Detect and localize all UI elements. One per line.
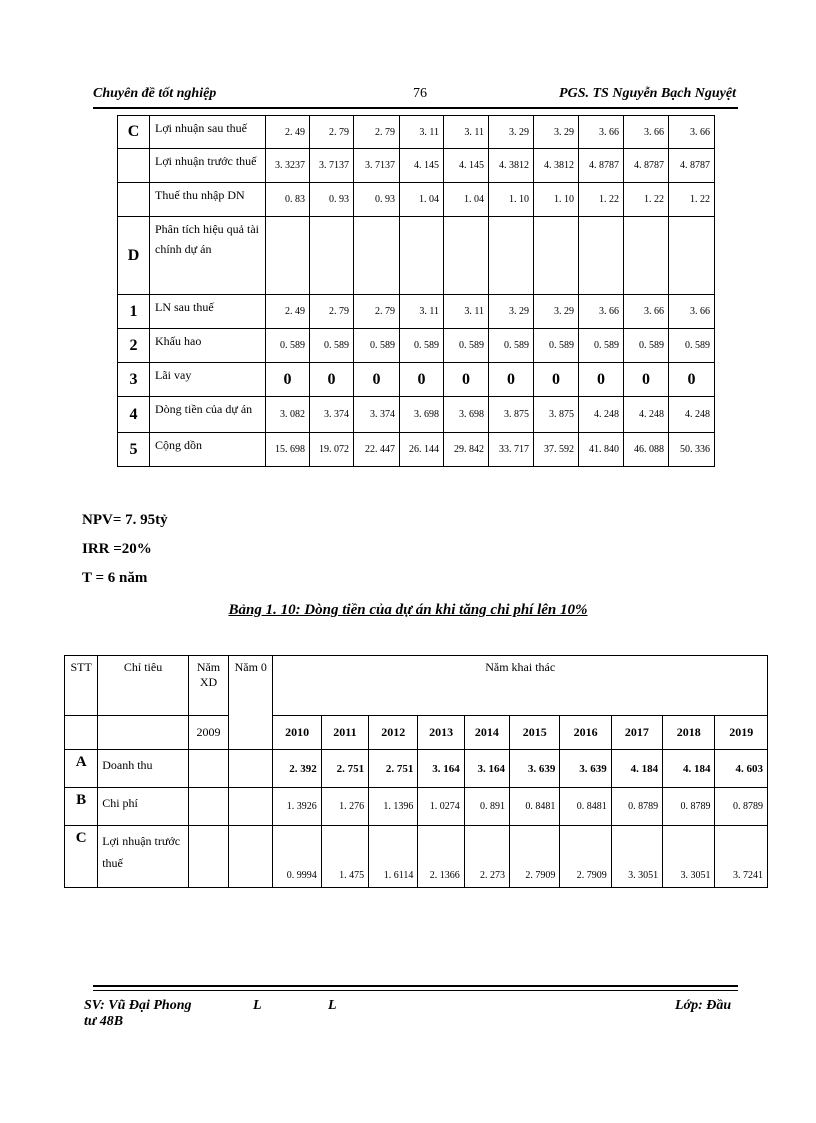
cell-value: 4. 145 <box>400 149 444 183</box>
cell-value: 0 <box>534 363 579 397</box>
row-key: 2 <box>118 329 150 363</box>
header-year: 2018 <box>663 716 715 750</box>
cell-value: 3. 11 <box>444 295 489 329</box>
cell-value: 0 <box>444 363 489 397</box>
cell-value: 2. 1366 <box>418 826 464 888</box>
cell-value: 1. 3926 <box>273 788 321 826</box>
cell-value: 4. 248 <box>669 397 715 433</box>
row-key: 3 <box>118 363 150 397</box>
header-blank <box>98 716 189 750</box>
cell-value: 3. 875 <box>489 397 534 433</box>
cell-value: 3. 11 <box>444 116 489 149</box>
cell-value: 0. 589 <box>579 329 624 363</box>
header-year: 2016 <box>560 716 611 750</box>
cell-value: 22. 447 <box>354 433 400 467</box>
cell-value: 0. 589 <box>444 329 489 363</box>
header-year: 2019 <box>715 716 768 750</box>
cell-value: 1. 1396 <box>369 788 418 826</box>
cell-empty <box>229 788 273 826</box>
cell-empty <box>229 750 273 788</box>
row-label: Lợi nhuận trước thuế <box>150 149 266 183</box>
table-row <box>65 788 768 826</box>
header-year: 2012 <box>369 716 418 750</box>
header-nam-0: Năm 0 <box>229 656 273 750</box>
header-chitieu: Chỉ tiêu <box>98 656 189 716</box>
cell-value: 3. 698 <box>400 397 444 433</box>
cell-value: 0. 8789 <box>663 788 715 826</box>
cell-value <box>400 217 444 295</box>
payback-line: T = 6 năm <box>82 570 148 586</box>
cell-value: 50. 336 <box>669 433 715 467</box>
cell-value: 0. 589 <box>489 329 534 363</box>
cell-value: 0 <box>624 363 669 397</box>
cell-value: 2. 7909 <box>510 826 560 888</box>
header-year: 2010 <box>273 716 321 750</box>
cell-value: 2. 7909 <box>560 826 611 888</box>
cell-value: 3. 639 <box>560 750 611 788</box>
header-stt: STT <box>65 656 98 716</box>
cell-value: 3. 639 <box>510 750 560 788</box>
cell-value: 29. 842 <box>444 433 489 467</box>
cell-value: 0 <box>354 363 400 397</box>
cell-value <box>534 217 579 295</box>
header-rule <box>93 107 738 109</box>
row-label: Lãi vay <box>150 363 266 397</box>
footer-rule-1 <box>93 985 738 987</box>
row-key: C <box>118 116 150 149</box>
cell-value: 3. 66 <box>624 116 669 149</box>
row-label: Doanh thu <box>98 750 189 788</box>
cell-value: 0 <box>266 363 310 397</box>
footer-mark-2: L <box>328 998 337 1013</box>
table-row <box>65 826 768 888</box>
cell-value: 3. 66 <box>669 295 715 329</box>
cell-value: 3. 374 <box>354 397 400 433</box>
cell-value: 46. 088 <box>624 433 669 467</box>
cell-value: 0 <box>400 363 444 397</box>
cell-value: 1. 6114 <box>369 826 418 888</box>
cell-value: 3. 164 <box>418 750 464 788</box>
header-title: Chuyên đề tốt nghiệp <box>93 86 217 101</box>
row-key: A <box>65 750 98 788</box>
cell-value: 2. 79 <box>354 295 400 329</box>
cell-value: 0. 93 <box>310 183 354 217</box>
cell-value: 0 <box>669 363 715 397</box>
row-key <box>118 183 150 217</box>
cell-value: 4. 3812 <box>489 149 534 183</box>
row-key: C <box>65 826 98 888</box>
cell-value: 1. 10 <box>534 183 579 217</box>
cell-value: 1. 04 <box>400 183 444 217</box>
row-key: 1 <box>118 295 150 329</box>
cell-empty <box>229 826 273 888</box>
cost-increase-table <box>64 655 768 888</box>
cell-value: 26. 144 <box>400 433 444 467</box>
cell-value: 3. 29 <box>489 116 534 149</box>
row-label: Khấu hao <box>150 329 266 363</box>
header-year: 2013 <box>418 716 464 750</box>
table-row <box>118 433 715 467</box>
row-label: Thuế thu nhập DN <box>150 183 266 217</box>
cell-empty <box>188 788 228 826</box>
table-row <box>118 149 715 183</box>
cell-value <box>624 217 669 295</box>
cell-value <box>669 217 715 295</box>
row-key: B <box>65 788 98 826</box>
cell-value: 3. 3237 <box>266 149 310 183</box>
cell-value: 3. 3051 <box>611 826 662 888</box>
table-row <box>65 750 768 788</box>
cell-value: 4. 8787 <box>669 149 715 183</box>
cashflow-table <box>117 115 715 467</box>
cell-value: 2. 751 <box>369 750 418 788</box>
cell-value: 4. 184 <box>611 750 662 788</box>
cell-value: 0 <box>489 363 534 397</box>
header-author: PGS. TS Nguyễn Bạch Nguyệt <box>559 86 736 101</box>
cell-value: 0. 83 <box>266 183 310 217</box>
header-nam-khai-thac: Năm khai thác <box>273 656 768 716</box>
table-row <box>118 397 715 433</box>
table-row <box>118 295 715 329</box>
cell-value: 33. 717 <box>489 433 534 467</box>
cell-value: 2. 751 <box>321 750 368 788</box>
cell-empty <box>188 750 228 788</box>
irr-line: IRR =20% <box>82 541 152 557</box>
cell-value: 0 <box>310 363 354 397</box>
row-label: Lợi nhuận trước thuế <box>98 826 189 888</box>
table-row <box>118 329 715 363</box>
cell-value: 4. 8787 <box>624 149 669 183</box>
cell-value: 1. 475 <box>321 826 368 888</box>
cell-value: 4. 603 <box>715 750 768 788</box>
cell-value: 0. 9994 <box>273 826 321 888</box>
cell-value: 4. 248 <box>579 397 624 433</box>
cell-value: 0. 589 <box>354 329 400 363</box>
cell-value: 4. 145 <box>444 149 489 183</box>
table-row <box>118 183 715 217</box>
cell-value: 0. 8481 <box>510 788 560 826</box>
cell-value <box>489 217 534 295</box>
cell-value: 3. 7137 <box>354 149 400 183</box>
cell-value: 4. 3812 <box>534 149 579 183</box>
cell-value <box>310 217 354 295</box>
cell-value: 2. 79 <box>310 116 354 149</box>
cell-value: 3. 374 <box>310 397 354 433</box>
cell-value: 3. 29 <box>489 295 534 329</box>
page-number: 76 <box>413 86 427 101</box>
footer-rule-2 <box>93 990 738 991</box>
cell-value: 0. 8481 <box>560 788 611 826</box>
cell-value: 3. 66 <box>579 116 624 149</box>
cell-value: 3. 29 <box>534 295 579 329</box>
cell-empty <box>188 826 228 888</box>
table-row <box>118 217 715 295</box>
page-header <box>93 86 736 106</box>
cell-value: 0. 589 <box>624 329 669 363</box>
cell-value: 3. 66 <box>624 295 669 329</box>
table-row <box>118 116 715 149</box>
row-key: 5 <box>118 433 150 467</box>
row-key: D <box>118 217 150 295</box>
cell-value: 3. 082 <box>266 397 310 433</box>
cell-value: 0. 8789 <box>715 788 768 826</box>
cell-value: 3. 164 <box>464 750 509 788</box>
cell-value: 1. 22 <box>579 183 624 217</box>
cell-value <box>266 217 310 295</box>
cell-value: 3. 11 <box>400 116 444 149</box>
cell-value: 3. 11 <box>400 295 444 329</box>
cell-value: 3. 7137 <box>310 149 354 183</box>
footer-class: Lớp: Đầu <box>675 998 732 1013</box>
cell-value: 41. 840 <box>579 433 624 467</box>
cell-value: 3. 698 <box>444 397 489 433</box>
table-caption: Bảng 1. 10: Dòng tiền của dự án khi tăng chi phí lên 10% <box>228 602 588 618</box>
cell-value: 1. 10 <box>489 183 534 217</box>
row-key <box>118 149 150 183</box>
cell-value: 4. 8787 <box>579 149 624 183</box>
row-label: Chi phí <box>98 788 189 826</box>
cell-value: 0. 891 <box>464 788 509 826</box>
cell-value: 3. 3051 <box>663 826 715 888</box>
cell-value <box>444 217 489 295</box>
row-key: 4 <box>118 397 150 433</box>
header-nam-xd: Năm XD <box>188 656 228 716</box>
npv-line: NPV= 7. 95tỷ <box>82 512 168 528</box>
row-label: Dòng tiền của dự án <box>150 397 266 433</box>
header-xd-year: 2009 <box>188 716 228 750</box>
cell-value: 37. 592 <box>534 433 579 467</box>
row-label: LN sau thuế <box>150 295 266 329</box>
cell-value: 0. 589 <box>310 329 354 363</box>
cell-value: 1. 22 <box>624 183 669 217</box>
cell-value: 2. 392 <box>273 750 321 788</box>
cell-value: 0. 589 <box>266 329 310 363</box>
cell-value: 3. 875 <box>534 397 579 433</box>
header-year: 2017 <box>611 716 662 750</box>
table-row <box>118 363 715 397</box>
cell-value: 3. 66 <box>579 295 624 329</box>
cell-value: 3. 66 <box>669 116 715 149</box>
cell-value: 15. 698 <box>266 433 310 467</box>
header-year: 2011 <box>321 716 368 750</box>
footer-mark-1: L <box>253 998 262 1013</box>
cell-value: 4. 248 <box>624 397 669 433</box>
cell-value <box>354 217 400 295</box>
cell-value: 0. 589 <box>534 329 579 363</box>
header-blank <box>65 716 98 750</box>
cell-value: 2. 79 <box>310 295 354 329</box>
cell-value: 0 <box>579 363 624 397</box>
cell-value: 4. 184 <box>663 750 715 788</box>
cell-value: 0. 589 <box>400 329 444 363</box>
cell-value: 19. 072 <box>310 433 354 467</box>
cell-value <box>579 217 624 295</box>
cell-value: 0. 589 <box>669 329 715 363</box>
cell-value: 0. 93 <box>354 183 400 217</box>
cell-value: 1. 22 <box>669 183 715 217</box>
cell-value: 1. 04 <box>444 183 489 217</box>
cell-value: 3. 7241 <box>715 826 768 888</box>
footer-student: SV: Vũ Đại Phong tư 48B <box>84 998 192 1029</box>
cell-value: 3. 29 <box>534 116 579 149</box>
row-label: Phân tích hiệu quả tài chính dự án <box>150 217 266 295</box>
cell-value: 2. 273 <box>464 826 509 888</box>
cell-value: 1. 0274 <box>418 788 464 826</box>
header-year: 2014 <box>464 716 509 750</box>
cell-value: 2. 49 <box>266 116 310 149</box>
cell-value: 2. 79 <box>354 116 400 149</box>
cell-value: 1. 276 <box>321 788 368 826</box>
header-year: 2015 <box>510 716 560 750</box>
row-label: Lợi nhuận sau thuế <box>150 116 266 149</box>
cell-value: 0. 8789 <box>611 788 662 826</box>
cell-value: 2. 49 <box>266 295 310 329</box>
row-label: Cộng dồn <box>150 433 266 467</box>
